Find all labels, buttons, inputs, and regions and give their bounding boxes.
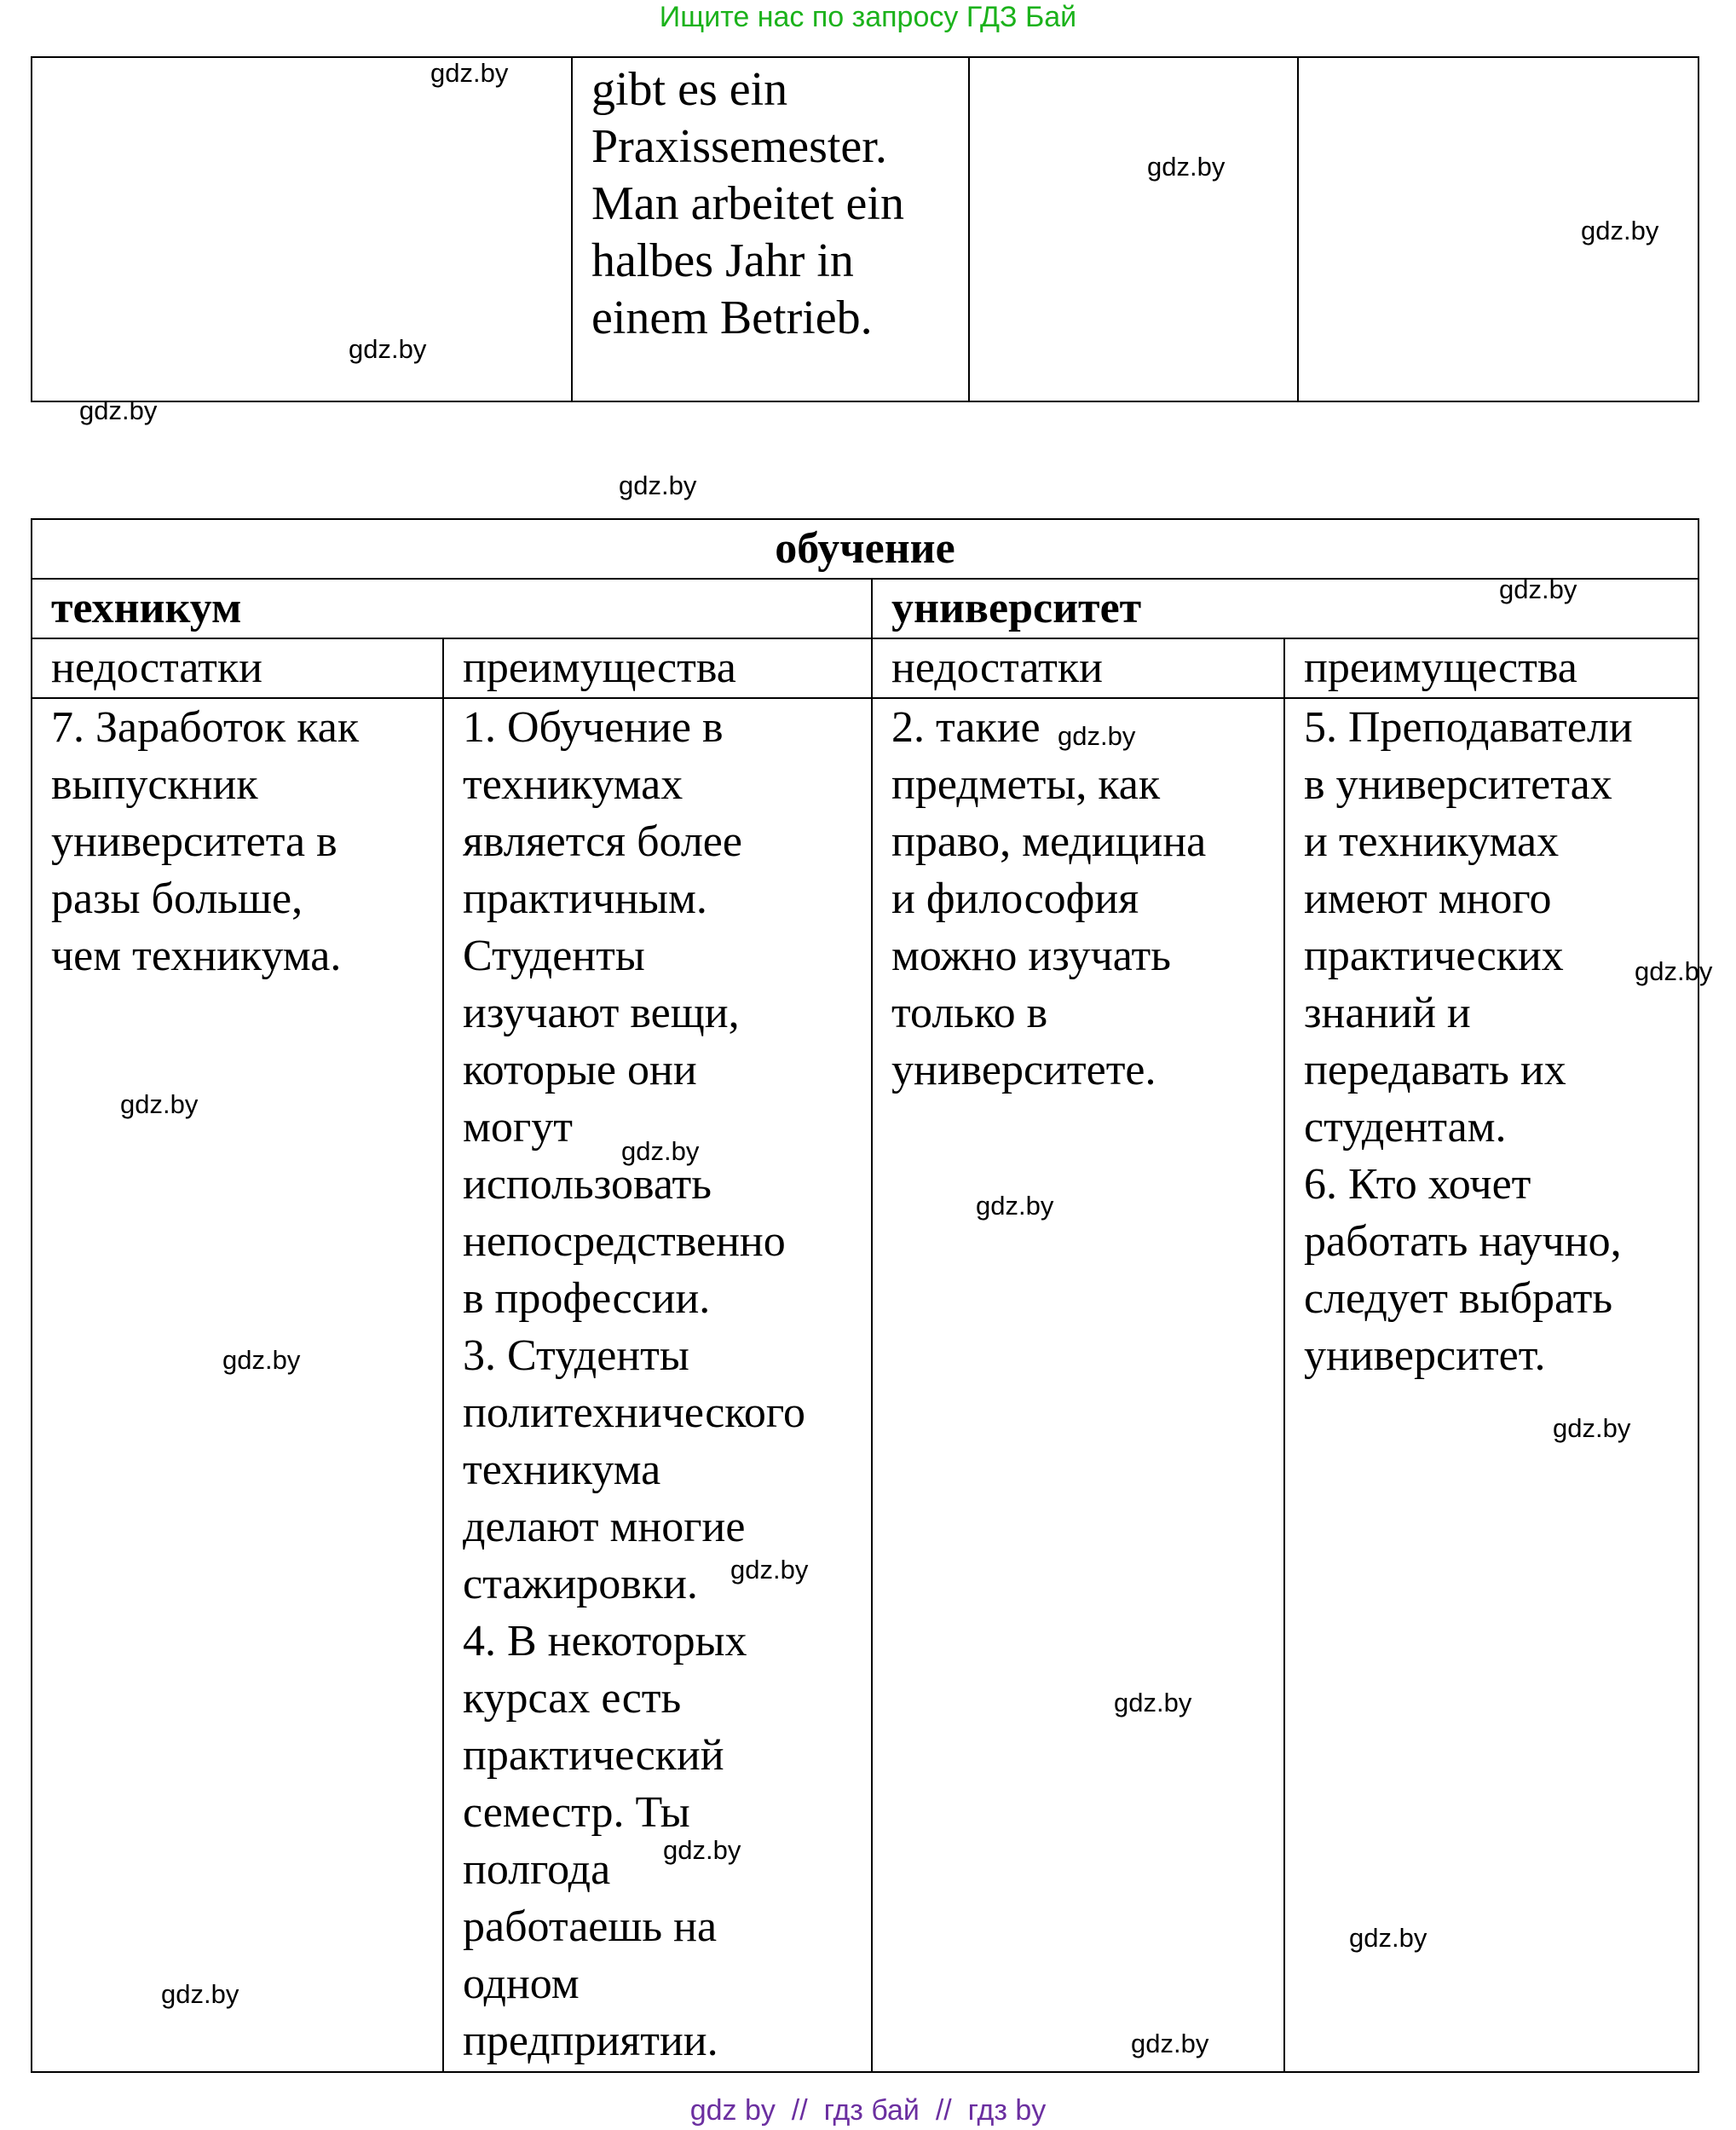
watermark: gdz.by <box>430 58 509 88</box>
text-line: в профессии. <box>463 1274 711 1323</box>
text-line: практический <box>463 1731 724 1780</box>
education-comparison-table <box>31 518 1699 2073</box>
text-line: halbes Jahr in <box>591 234 854 287</box>
technikum-advantages-cell <box>443 698 872 2072</box>
text-line: предприятии. <box>463 2017 718 2065</box>
top-cell-text <box>591 61 949 347</box>
university-header: университет <box>872 579 1699 638</box>
watermark: gdz.by <box>1058 721 1136 751</box>
text-line: 1. Обучение в <box>463 703 724 752</box>
text-line: является более <box>463 817 742 866</box>
top-cell-2 <box>572 57 969 401</box>
watermark: gdz.by <box>120 1089 199 1119</box>
text-line: Студенты <box>463 932 645 980</box>
column-header: недостатки <box>872 638 1284 698</box>
watermark: gdz.by <box>222 1345 301 1375</box>
text-line: которые они <box>463 1046 697 1094</box>
site-links-banner[interactable]: gdz by // гдз бай // гдз by <box>689 2094 1047 2127</box>
watermark: gdz.by <box>1499 574 1577 604</box>
text-line: 4. В некоторых <box>463 1617 747 1665</box>
text-line: 2. такие <box>891 703 1041 752</box>
text-line: студентам. <box>1304 1103 1507 1152</box>
university-disadvantages-cell <box>872 698 1284 2072</box>
text-line: могут <box>463 1103 573 1152</box>
text-line: и философия <box>891 875 1139 923</box>
text-line: имеют много <box>1304 875 1552 923</box>
text-line: практичным. <box>463 875 707 923</box>
text-line: практических <box>1304 932 1564 980</box>
text-line: работаешь на <box>463 1902 718 1951</box>
text-line: выпускник <box>51 760 258 809</box>
text-line: и техникумах <box>1304 817 1560 866</box>
text-line: разы больше, <box>51 875 303 923</box>
text-line: политехнического <box>463 1388 805 1437</box>
text-line: 5. Преподаватели <box>1304 703 1633 752</box>
text-line: университета в <box>51 817 337 866</box>
watermark: gdz.by <box>976 1191 1054 1221</box>
text-line: стажировки. <box>463 1560 698 1608</box>
column-header: недостатки <box>32 638 443 698</box>
top-table-fragment <box>31 56 1699 402</box>
text-line: можно изучать <box>891 932 1171 980</box>
column-header: преимущества <box>1284 638 1699 698</box>
watermark: gdz.by <box>1635 956 1713 986</box>
technikum-header: техникум <box>32 579 872 638</box>
text-line: предметы, как <box>891 760 1161 809</box>
text-line: в университетах <box>1304 760 1612 809</box>
watermark: gdz.by <box>621 1136 700 1166</box>
search-hint-banner: Ищите нас по запросу ГДЗ Бай <box>659 1 1077 33</box>
watermark: gdz.by <box>1349 1923 1427 1953</box>
text-line: одном <box>463 1960 580 2008</box>
text-line: изучают вещи, <box>463 989 740 1037</box>
text-line: курсах есть <box>463 1674 682 1723</box>
text-line: следует выбрать <box>1304 1274 1613 1323</box>
text-line: использовать <box>463 1160 712 1209</box>
text-line: делают многие <box>463 1503 746 1551</box>
text-line: 7. Заработок как <box>51 703 360 752</box>
text-line: только в <box>891 989 1048 1037</box>
watermark: gdz.by <box>1147 152 1226 182</box>
table-title: обучение <box>32 519 1699 579</box>
text-line: gibt es ein <box>591 63 788 116</box>
watermark: gdz.by <box>349 334 427 364</box>
text-line: семестр. Ты <box>463 1788 690 1837</box>
text-line: знаний и <box>1304 989 1471 1037</box>
watermark: gdz.by <box>663 1835 741 1865</box>
watermark: gdz.by <box>1114 1688 1192 1717</box>
text-line: университете. <box>891 1046 1156 1094</box>
text-line: einem Betrieb. <box>591 292 873 344</box>
text-line: непосредственно <box>463 1217 786 1266</box>
text-line: 6. Кто хочет <box>1304 1160 1531 1209</box>
text-line: работать научно, <box>1304 1217 1622 1266</box>
text-line: передавать их <box>1304 1046 1566 1094</box>
watermark: gdz.by <box>619 470 697 500</box>
text-line: Man arbeitet ein <box>591 177 904 230</box>
text-line: техникума <box>463 1446 661 1494</box>
top-cell-1 <box>32 57 572 401</box>
watermark: gdz.by <box>1581 216 1659 245</box>
watermark: gdz.by <box>1131 2029 1209 2058</box>
text-line: 3. Студенты <box>463 1331 689 1380</box>
text-line: чем техникума. <box>51 932 342 980</box>
watermark: gdz.by <box>79 395 158 425</box>
technikum-disadvantages-cell <box>32 698 443 2072</box>
column-header: преимущества <box>443 638 872 698</box>
watermark: gdz.by <box>161 1979 239 2009</box>
text-line: право, медицина <box>891 817 1207 866</box>
text-line: Praxissemester. <box>591 120 887 173</box>
text-line: полгода <box>463 1845 611 1894</box>
university-advantages-cell <box>1284 698 1699 2072</box>
watermark: gdz.by <box>730 1555 809 1585</box>
text-line: университет. <box>1304 1331 1546 1380</box>
top-cell-3 <box>969 57 1298 401</box>
watermark: gdz.by <box>1553 1413 1631 1443</box>
text-line: техникумах <box>463 760 683 809</box>
